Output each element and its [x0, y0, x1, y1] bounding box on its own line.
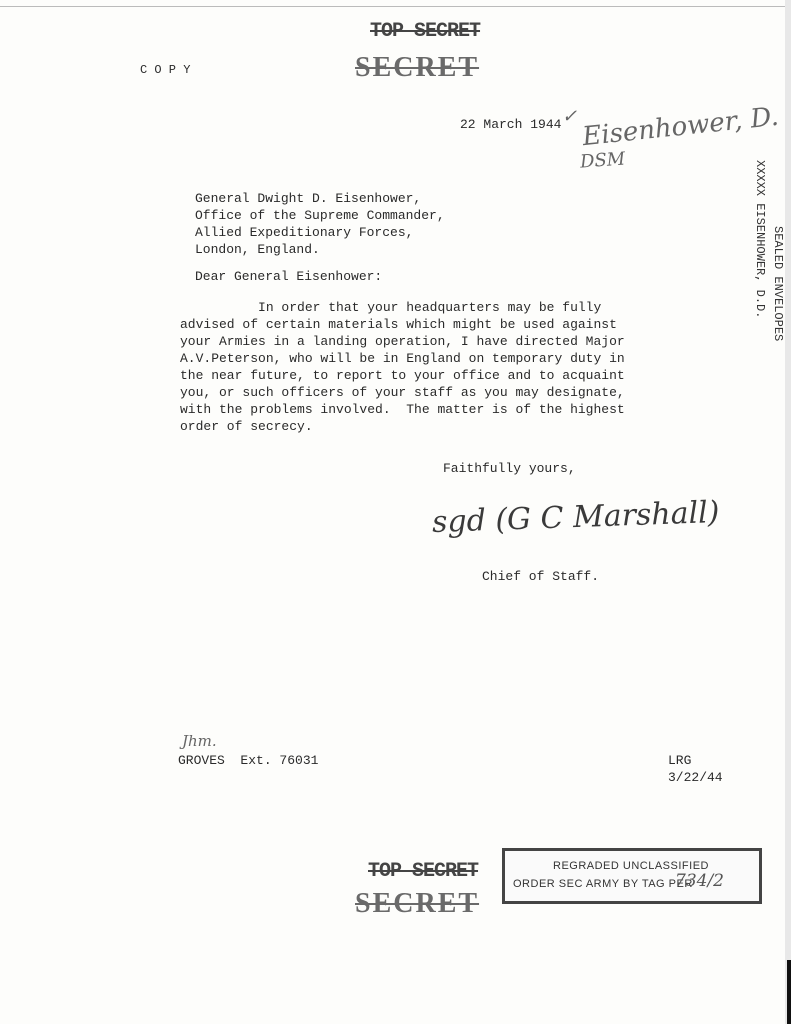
footer-date: 3/22/44 [668, 770, 723, 785]
body-line: you, or such officers of your staff as you may designate, [180, 385, 625, 400]
secret-stamp-bottom: SECRET [355, 888, 480, 919]
scan-edge-mark [787, 960, 791, 1024]
address-line: Allied Expeditionary Forces, [195, 225, 414, 240]
check-mark: ✓ [562, 106, 578, 127]
body-line: your Armies in a landing operation, I have directed Major [180, 334, 625, 349]
handwritten-filing-note: Eisenhower, D. [580, 101, 781, 153]
body-line: advised of certain materials which might be used against [180, 317, 617, 332]
body-line: A.V.Peterson, who will be in England on temporary duty in [180, 351, 625, 366]
copy-label: C O P Y [140, 63, 191, 77]
page-right-edge [785, 0, 791, 1024]
secret-stamp: SECRET [355, 52, 480, 83]
body-line: order of secrecy. [180, 419, 313, 434]
regrade-line-2: ORDER SEC ARMY BY TAG PER [513, 878, 693, 890]
regrade-line-1: REGRADED UNCLASSIFIED [553, 860, 709, 872]
address-line: General Dwight D. Eisenhower, [195, 191, 422, 206]
side-filing-label: XXXXX EISENHOWER, D.D. [753, 160, 767, 319]
address-line: Office of the Supreme Commander, [195, 208, 445, 223]
originator-line: GROVES Ext. 76031 [178, 753, 319, 768]
typist-initials: LRG [668, 753, 692, 768]
side-envelope-label: SEALED ENVELOPES [771, 226, 785, 342]
closing: Faithfully yours, [443, 461, 576, 476]
top-secret-stamp-bottom: TOP SECRET [368, 860, 479, 883]
handwritten-dsm-note: DSM [579, 148, 626, 173]
address-line: London, England. [195, 242, 320, 257]
regrade-handwritten-number: 734/2 [675, 871, 724, 891]
body-line: In order that your headquarters may be fully [180, 300, 602, 315]
salutation: Dear General Eisenhower: [195, 269, 383, 284]
page-top-edge [0, 6, 791, 7]
top-secret-stamp: TOP SECRET [370, 20, 481, 43]
body-line: the near future, to report to your office and to acquaint [180, 368, 625, 383]
regraded-unclassified-stamp [502, 848, 762, 904]
handwritten-initials: Jhm. [182, 732, 217, 750]
handwritten-signature: sgd (G C Marshall) [431, 494, 721, 541]
letter-date: 22 March 1944 [460, 117, 562, 132]
body-line: with the problems involved. The matter is of the highest [180, 402, 625, 417]
signature-title: Chief of Staff. [482, 569, 600, 584]
